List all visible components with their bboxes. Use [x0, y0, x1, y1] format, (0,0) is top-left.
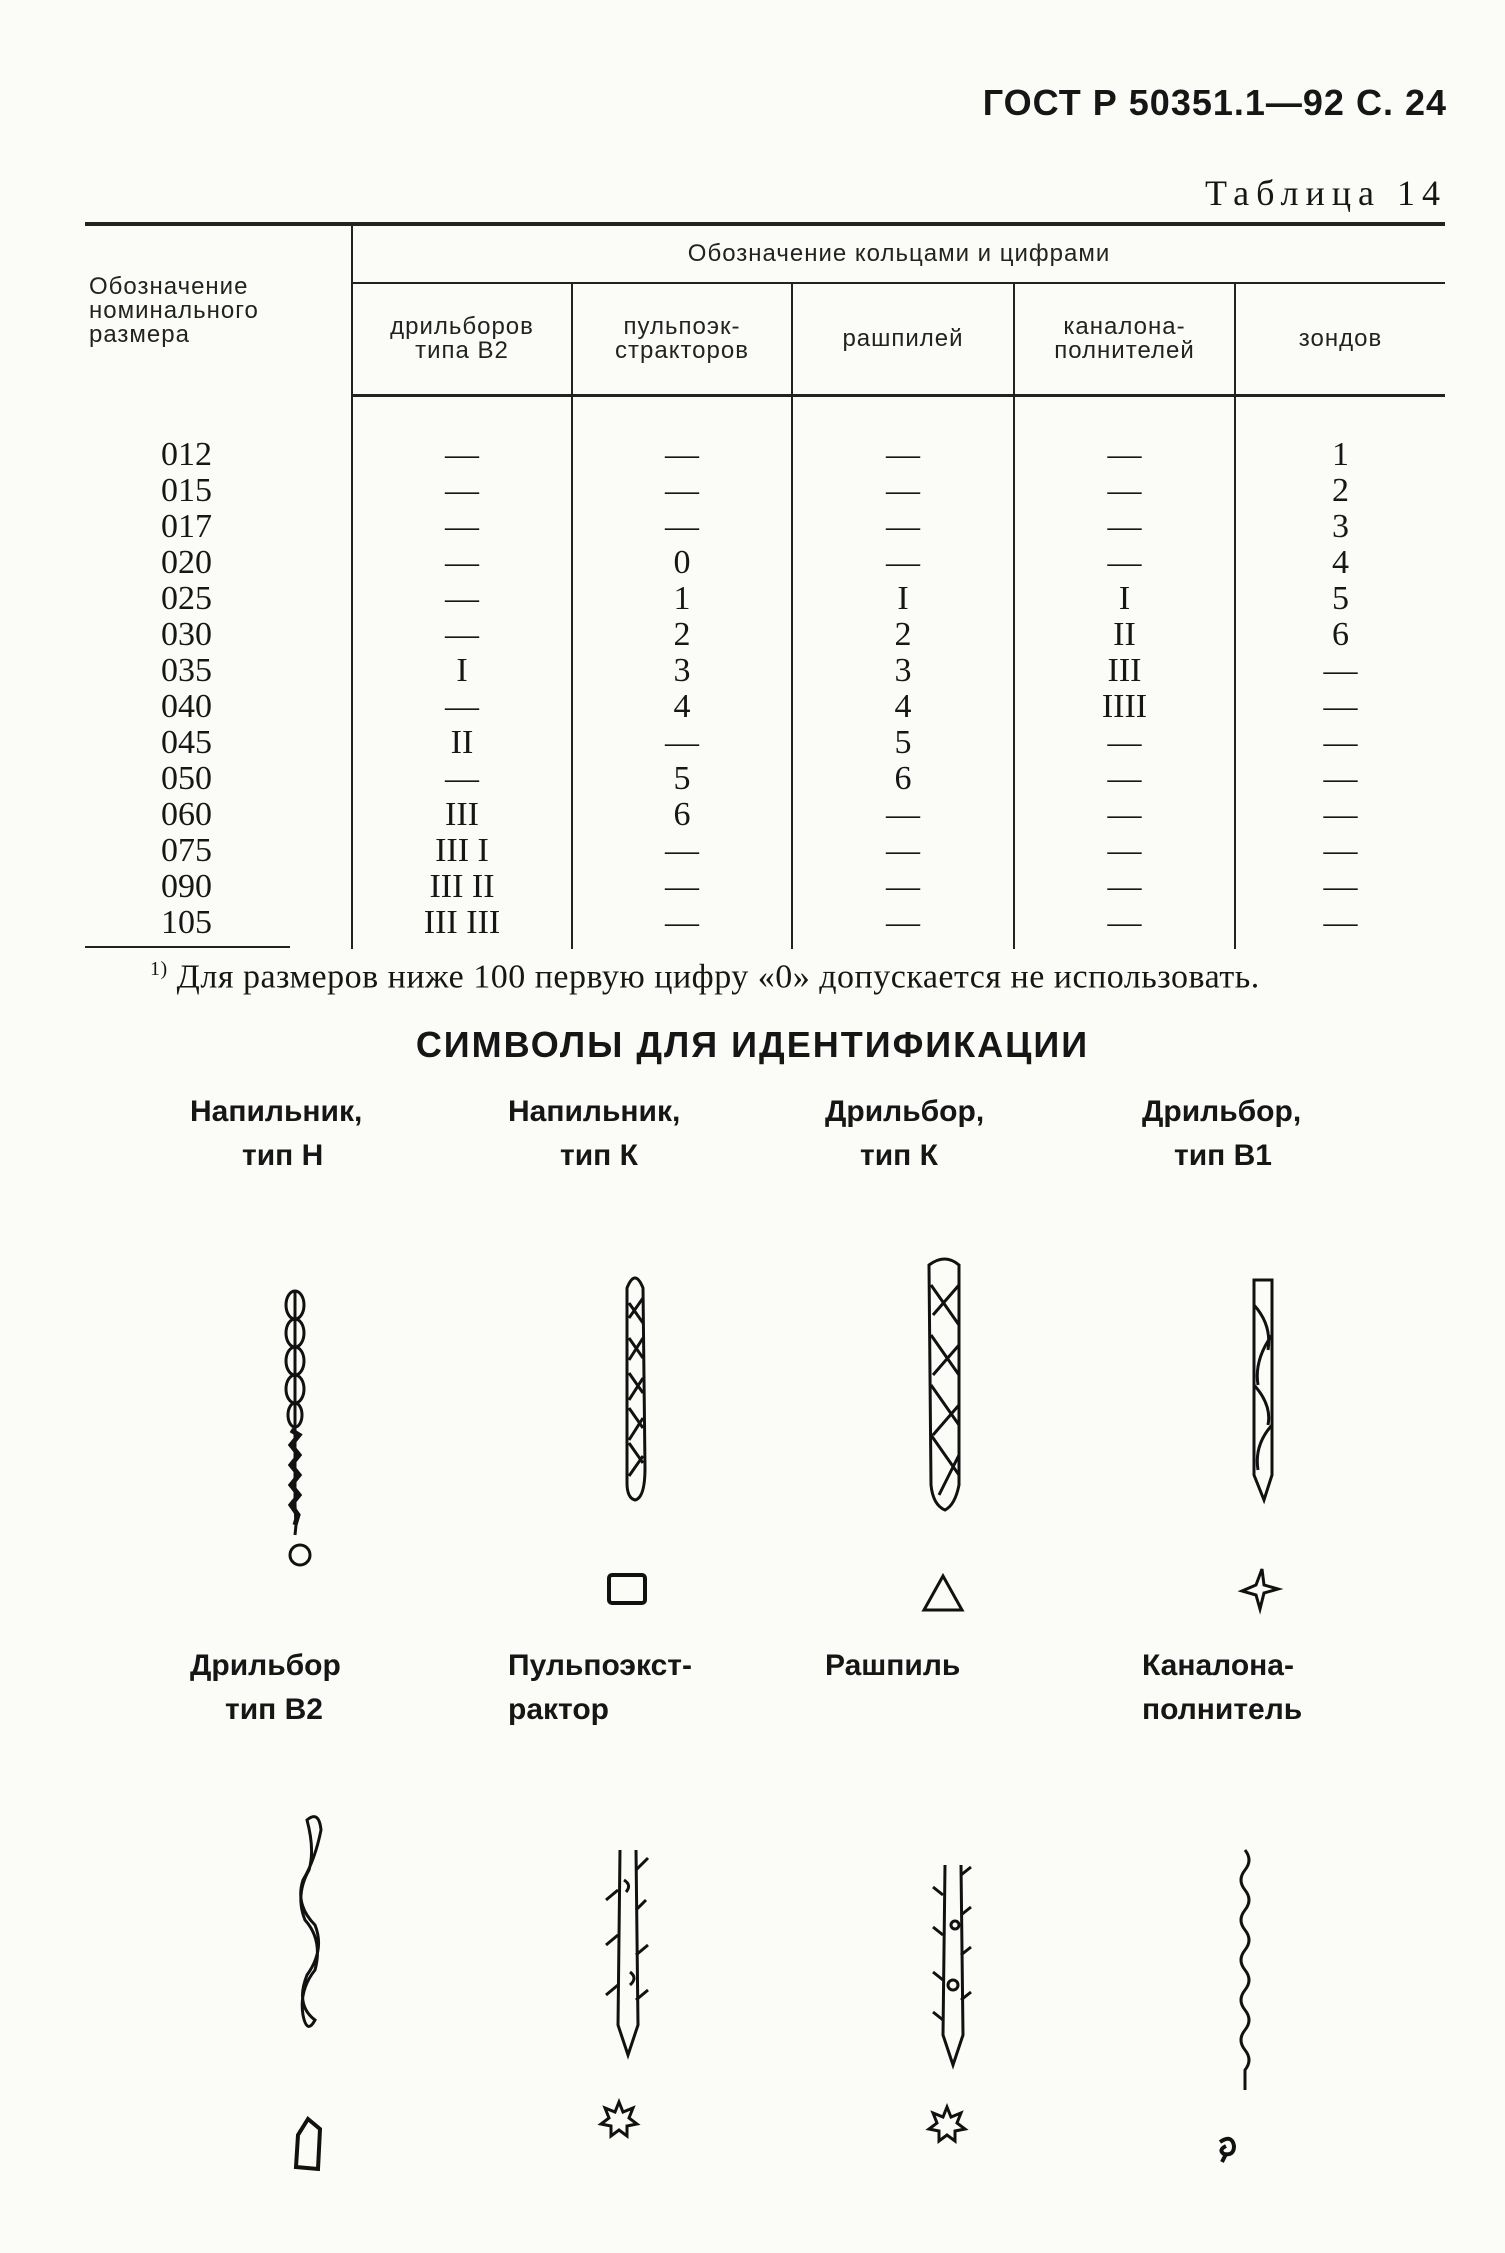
- value-cell: —: [792, 437, 1014, 473]
- star-outline-symbol: [925, 2103, 969, 2147]
- size-cell: 035: [161, 652, 212, 689]
- label-line: тип Н: [242, 1139, 324, 1172]
- footnote-rule: [85, 946, 290, 948]
- value-cell: —: [1014, 869, 1235, 905]
- footnote-text: Для размеров ниже 100 первую цифру «0» допускается не использовать.: [176, 958, 1260, 996]
- row-header-size: [85, 224, 352, 396]
- value-cell: —: [1235, 689, 1445, 725]
- label-k-file: [508, 1090, 680, 1178]
- row-header-line: Обозначение: [89, 272, 249, 300]
- row-header-line: номинального: [89, 296, 259, 324]
- value-cell: 5: [572, 761, 792, 797]
- label-pulp-extractor: [508, 1644, 692, 1732]
- column-header-line: стракторов: [615, 337, 749, 364]
- value-cell: —: [352, 617, 572, 653]
- size-cell: 015: [161, 472, 212, 509]
- value-cell: II: [352, 725, 572, 761]
- value-cell: —: [792, 833, 1014, 869]
- label-line: Напильник,: [508, 1095, 681, 1128]
- circle-symbol: [285, 1540, 315, 1570]
- value-cell: —: [352, 689, 572, 725]
- size-cell: 075: [161, 832, 212, 869]
- value-cell: 4: [792, 689, 1014, 725]
- label-canal-filler: [1142, 1644, 1302, 1732]
- size-cell: 050: [161, 760, 212, 797]
- value-cell: 4: [572, 689, 792, 725]
- value-cell: —: [792, 905, 1014, 949]
- value-cell: —: [572, 869, 792, 905]
- value-cell: 3: [792, 653, 1014, 689]
- k-reamer-icon: [915, 1255, 975, 1525]
- value-cell: III II: [352, 869, 572, 905]
- value-cell: —: [1235, 725, 1445, 761]
- table-row: [85, 545, 1445, 581]
- value-cell: —: [572, 833, 792, 869]
- k-file-icon: [605, 1268, 665, 1518]
- value-cell: 5: [792, 725, 1014, 761]
- value-cell: IIII: [1014, 689, 1235, 725]
- table-row: [85, 833, 1445, 869]
- value-cell: I: [792, 581, 1014, 617]
- label-line: рактор: [508, 1693, 609, 1726]
- column-header-line: полнителей: [1054, 337, 1195, 364]
- value-cell: —: [1235, 833, 1445, 869]
- label-line: Рашпиль: [825, 1649, 961, 1682]
- footnote-marker: 1): [150, 958, 168, 980]
- column-header-line: пульпоэк-: [623, 313, 741, 340]
- table-row: [85, 653, 1445, 689]
- label-line: тип В2: [225, 1693, 323, 1726]
- value-cell: —: [352, 581, 572, 617]
- value-cell: 0: [572, 545, 792, 581]
- size-cell: 030: [161, 616, 212, 653]
- size-cell: 045: [161, 724, 212, 761]
- value-cell: 2: [1235, 473, 1445, 509]
- value-cell: III I: [352, 833, 572, 869]
- star-outline-symbol: [597, 2098, 641, 2142]
- b1-reamer-icon: [1238, 1275, 1288, 1515]
- value-cell: 3: [572, 653, 792, 689]
- table-row: [85, 509, 1445, 545]
- table-row: [85, 869, 1445, 905]
- value-cell: —: [1235, 761, 1445, 797]
- value-cell: II: [1014, 617, 1235, 653]
- column-header-rasps: [792, 283, 1014, 396]
- value-cell: —: [1014, 905, 1235, 949]
- value-cell: —: [792, 545, 1014, 581]
- size-cell: 020: [161, 544, 212, 581]
- value-cell: —: [352, 761, 572, 797]
- value-cell: —: [572, 437, 792, 473]
- footnote: [150, 958, 1260, 996]
- value-cell: —: [792, 509, 1014, 545]
- value-cell: —: [572, 725, 792, 761]
- label-line: Дрильбор: [190, 1649, 341, 1682]
- hedstrom-file-icon: [270, 1285, 320, 1575]
- section-title: СИМВОЛЫ ДЛЯ ИДЕНТИФИКАЦИИ: [415, 1024, 1090, 1065]
- size-cell: 060: [161, 796, 212, 833]
- label-line: Пульпоэкст-: [508, 1649, 692, 1682]
- table-row: [85, 725, 1445, 761]
- square-symbol: [605, 1570, 651, 1610]
- value-cell: 6: [792, 761, 1014, 797]
- value-cell: 2: [572, 617, 792, 653]
- value-cell: —: [1014, 545, 1235, 581]
- value-cell: —: [792, 473, 1014, 509]
- row-header-line: размера: [89, 320, 190, 348]
- table-row: [85, 905, 1445, 949]
- table-row: [85, 689, 1445, 725]
- label-line: Каналона-: [1142, 1649, 1294, 1682]
- column-header-canal-fillers: [1014, 283, 1235, 396]
- table-label: Таблица 14: [1205, 173, 1447, 213]
- value-cell: —: [1235, 653, 1445, 689]
- label-line: Напильник,: [190, 1095, 363, 1128]
- label-line: тип К: [560, 1139, 638, 1172]
- column-header-line: дрильборов: [390, 313, 534, 340]
- size-cell: 025: [161, 580, 212, 617]
- column-header-line: зондов: [1298, 325, 1383, 352]
- value-cell: —: [792, 869, 1014, 905]
- label-rasp: [825, 1644, 960, 1688]
- value-cell: —: [1014, 761, 1235, 797]
- value-cell: —: [572, 473, 792, 509]
- value-cell: —: [352, 437, 572, 473]
- value-cell: —: [352, 545, 572, 581]
- size-cell: 040: [161, 688, 212, 725]
- lentulo-icon: [1225, 1845, 1265, 2095]
- value-cell: 4: [1235, 545, 1445, 581]
- value-cell: 6: [572, 797, 792, 833]
- value-cell: —: [1014, 437, 1235, 473]
- label-b1-reamer: [1142, 1090, 1301, 1178]
- column-header-line: каналона-: [1063, 313, 1186, 340]
- column-header-line: типа В2: [415, 337, 509, 364]
- page-header: ГОСТ Р 50351.1—92 С. 24: [982, 82, 1447, 123]
- table-row: [85, 761, 1445, 797]
- rasp-icon: [915, 1855, 985, 2085]
- rhombus-symbol: [288, 2115, 328, 2175]
- value-cell: —: [1235, 905, 1445, 949]
- value-cell: 6: [1235, 617, 1445, 653]
- value-cell: 2: [792, 617, 1014, 653]
- table-row: [85, 617, 1445, 653]
- barbed-broach-icon: [590, 1840, 660, 2080]
- value-cell: —: [1014, 473, 1235, 509]
- value-cell: —: [1235, 869, 1445, 905]
- label-line: полнитель: [1142, 1693, 1303, 1726]
- label-line: Дрильбор,: [825, 1095, 985, 1128]
- label-hedstrom-file: [190, 1090, 362, 1178]
- label-b2-reamer: [190, 1644, 341, 1732]
- value-cell: —: [1014, 509, 1235, 545]
- value-cell: —: [352, 473, 572, 509]
- value-cell: III: [1014, 653, 1235, 689]
- size-cell: 090: [161, 868, 212, 905]
- value-cell: 1: [1235, 437, 1445, 473]
- size-cell: 017: [161, 508, 212, 545]
- table-row: [85, 797, 1445, 833]
- value-cell: III: [352, 797, 572, 833]
- value-cell: 5: [1235, 581, 1445, 617]
- size-cell: 105: [161, 904, 212, 941]
- table-spacer-row: [85, 396, 1445, 438]
- value-cell: —: [1014, 833, 1235, 869]
- label-line: тип К: [860, 1139, 938, 1172]
- size-cell: 012: [161, 436, 212, 473]
- table-row: [85, 437, 1445, 473]
- value-cell: III III: [352, 905, 572, 949]
- label-line: тип В1: [1174, 1139, 1272, 1172]
- value-cell: —: [1014, 797, 1235, 833]
- value-cell: —: [352, 509, 572, 545]
- value-cell: —: [1014, 725, 1235, 761]
- value-cell: —: [572, 509, 792, 545]
- column-header-pulp-extractors: [572, 283, 792, 396]
- value-cell: I: [352, 653, 572, 689]
- table-row: [85, 581, 1445, 617]
- column-header-line: рашпилей: [842, 325, 964, 352]
- value-cell: 1: [572, 581, 792, 617]
- spiral-symbol: [1212, 2132, 1242, 2166]
- group-header: Обозначение кольцами и цифрами: [352, 224, 1445, 283]
- label-k-reamer: [825, 1090, 984, 1178]
- table-row: [85, 473, 1445, 509]
- triangle-symbol: [918, 1572, 968, 1616]
- b2-reamer-icon: [285, 1810, 335, 2050]
- value-cell: —: [1235, 797, 1445, 833]
- value-cell: I: [1014, 581, 1235, 617]
- value-cell: 3: [1235, 509, 1445, 545]
- star-symbol: [1234, 1565, 1284, 1615]
- column-header-probes: [1235, 283, 1445, 396]
- designation-table: [85, 222, 1445, 949]
- value-cell: —: [792, 797, 1014, 833]
- label-line: Дрильбор,: [1142, 1095, 1302, 1128]
- column-header-b2-reamers: [352, 283, 572, 396]
- value-cell: —: [572, 905, 792, 949]
